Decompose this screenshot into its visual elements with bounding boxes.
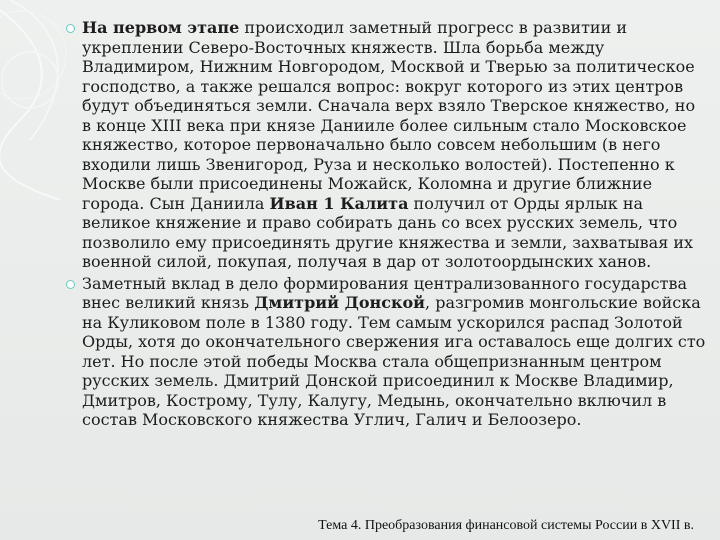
emphasized-name: Иван 1 Калита <box>269 193 409 213</box>
paragraph-text: происходил заметный прогресс в развитии и укреплении Северо-Восточных княжеств. Шла борьба между Владимиром, Нижним Новгородом, Москвой и Тверью за политическое господство, а также решался вопрос: вокруг которого из этих центров будут объединяться земли. Сначала верх взяло Тверское княжество, но в конце XIII века при князе Данииле более сильным стало Московское княжество, которое первоначально было совсем небольшим (в него входили лишь Звенигород, Руза и несколько волостей). Постепенно к Москве были присоединены Можайск, Коломна и другие ближние города. Сын Даниила <box>82 18 696 213</box>
paragraph-1 <box>66 18 706 272</box>
slide-footer: Тема 4. Преобразования финансовой системы России в XVII в. <box>318 518 694 533</box>
paragraph-text: Заметный вклад в дело формирования централизованного государства внес великий князь <box>82 273 688 312</box>
paragraph-2 <box>66 274 706 430</box>
paragraph-lead: На первом этапе <box>82 18 240 37</box>
paragraph-text: , разгромив монгольские войска на Куликовом поле в 1380 году. Тем самым ускорился распад Золотой Орды, хотя до окончательного свержения ига оставалось еще долгих сто лет. Но после этой победы Москва стала общепризнанным центром русских земель. Дмитрий Донской присоединил к Москве Владимир, Дмитров, Кострому, Тулу, Калугу, Медынь, окончательно включил в состав Московского княжества Углич, Галич и Белоозеро. <box>82 293 706 429</box>
bullet-icon <box>66 24 75 33</box>
emphasized-name: Дмитрий Донской <box>254 293 426 312</box>
slide-body <box>66 18 706 432</box>
bullet-icon <box>66 280 75 289</box>
paragraph-text: получил от Орды ярлык на великое княжение и право собирать дань со всех русских земель, что позволило ему присоединять другие княжества и земли, захватывая их военной силой, покупая, получая в дар от золотоордынских ханов. <box>82 193 694 271</box>
